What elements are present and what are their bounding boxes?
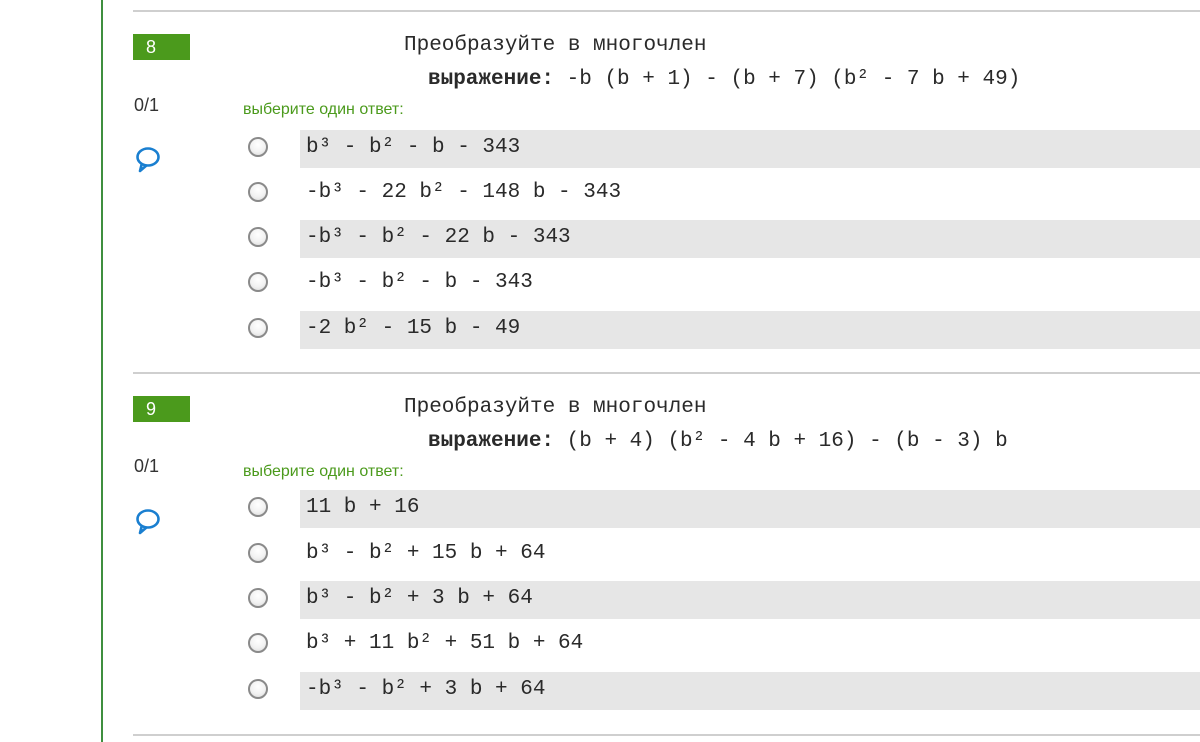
answer-option[interactable] [242, 311, 1200, 349]
divider-middle [133, 372, 1200, 374]
answer-prompt: выберите один ответ: [243, 463, 404, 480]
answer-option[interactable] [242, 130, 1200, 168]
divider-bottom [133, 734, 1200, 736]
answer-option[interactable] [242, 626, 1200, 664]
question-number: 9 [133, 396, 190, 422]
answer-option[interactable] [242, 175, 1200, 213]
question-expression-line [428, 64, 1020, 96]
radio-button-icon[interactable] [248, 543, 268, 563]
speech-bubble-icon[interactable] [135, 508, 161, 536]
question-number: 8 [133, 34, 190, 60]
left-border-rule [101, 0, 103, 742]
question-score: 0/1 [134, 95, 160, 115]
answer-option[interactable] [242, 536, 1200, 574]
radio-button-icon[interactable] [248, 137, 268, 157]
question-title: Преобразуйте в многочлен [404, 34, 707, 57]
answer-option[interactable] [242, 265, 1200, 303]
answer-text[interactable]: -b³ - b² - 22 b - 343 [300, 220, 1200, 258]
answer-text[interactable]: -b³ - b² + 3 b + 64 [300, 672, 1200, 710]
radio-button-icon[interactable] [248, 272, 268, 292]
radio-button-icon[interactable] [248, 318, 268, 338]
answer-option[interactable] [242, 672, 1200, 710]
answer-text[interactable]: -b³ - b² - b - 343 [306, 271, 533, 294]
speech-bubble-icon[interactable] [135, 146, 161, 174]
question-title: Преобразуйте в многочлен [404, 396, 707, 419]
radio-button-icon[interactable] [248, 182, 268, 202]
radio-button-icon[interactable] [248, 227, 268, 247]
question-prefix: выражение: [428, 430, 555, 453]
answer-option[interactable] [242, 490, 1200, 528]
answer-text[interactable]: b³ - b² + 15 b + 64 [306, 542, 546, 565]
answer-text[interactable]: 11 b + 16 [300, 490, 1200, 528]
answer-text[interactable]: b³ - b² + 3 b + 64 [300, 581, 1200, 619]
radio-button-icon[interactable] [248, 588, 268, 608]
question-expression: (b + 4) (b² - 4 b + 16) - (b - 3) b [566, 430, 1008, 453]
question-expression-line [428, 426, 1008, 458]
divider-top [133, 10, 1200, 12]
answer-text[interactable]: -b³ - 22 b² - 148 b - 343 [306, 181, 622, 204]
answer-text[interactable]: -2 b² - 15 b - 49 [300, 311, 1200, 349]
answer-text[interactable]: b³ + 11 b² + 51 b + 64 [306, 632, 584, 655]
answer-option[interactable] [242, 581, 1200, 619]
question-score: 0/1 [134, 456, 160, 476]
answer-text[interactable]: b³ - b² - b - 343 [300, 130, 1200, 168]
question-expression: -b (b + 1) - (b + 7) (b² - 7 b + 49) [566, 68, 1021, 91]
radio-button-icon[interactable] [248, 497, 268, 517]
question-prefix: выражение: [428, 68, 555, 91]
radio-button-icon[interactable] [248, 633, 268, 653]
answer-option[interactable] [242, 220, 1200, 258]
answer-prompt: выберите один ответ: [243, 101, 404, 118]
radio-button-icon[interactable] [248, 679, 268, 699]
